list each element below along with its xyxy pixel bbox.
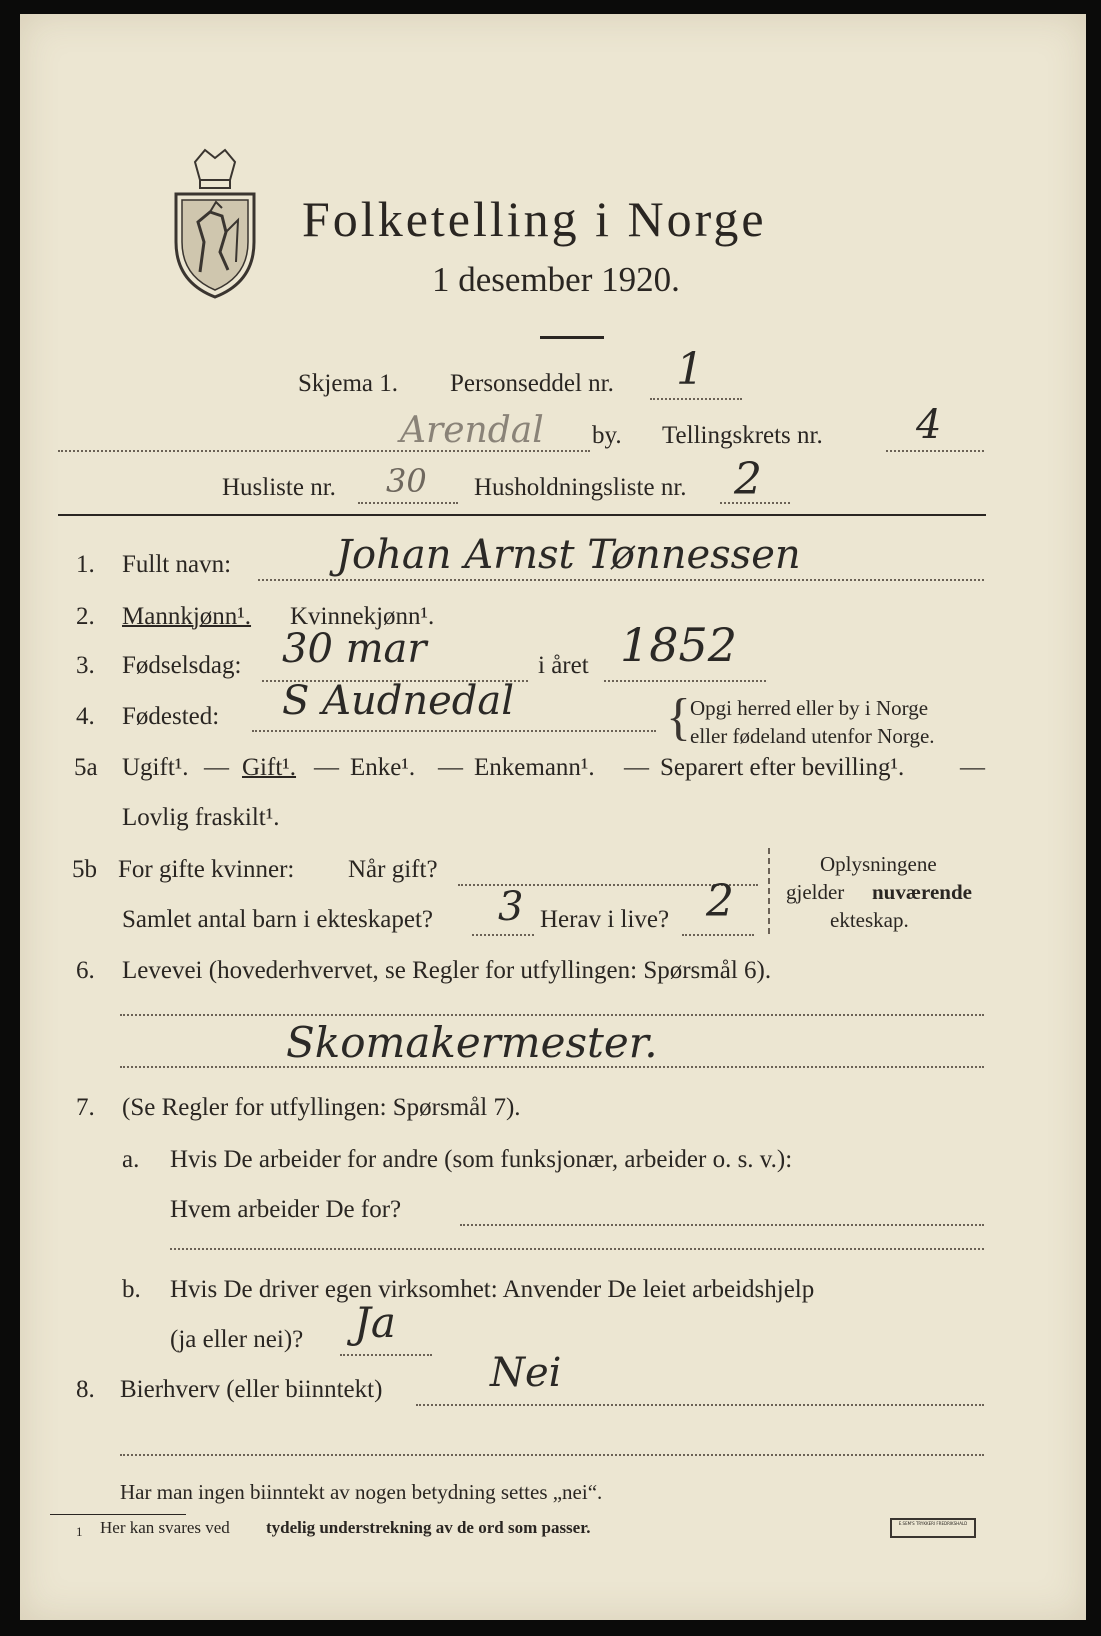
- q6-occupation-value[interactable]: Skomakermester.: [286, 1018, 658, 1067]
- header-divider: [58, 514, 986, 516]
- q5b-label: For gifte kvinner:: [118, 856, 295, 883]
- q1-number: 1.: [76, 551, 95, 578]
- q4-line: [252, 730, 656, 732]
- q8-bierhverv-value[interactable]: Nei: [490, 1350, 562, 1396]
- q5b-barn-line: [472, 934, 534, 936]
- q7b-answer-value[interactable]: Ja: [354, 1298, 396, 1347]
- q2-number: 2.: [76, 603, 95, 630]
- husholdningsliste-label: Husholdningsliste nr.: [474, 474, 687, 501]
- title-rule: [540, 336, 604, 339]
- footnote-rule: [50, 1514, 186, 1515]
- q5b-number: 5b: [72, 856, 97, 883]
- q5b-barn-value[interactable]: 3: [498, 884, 524, 930]
- skjema-label: Skjema 1.: [298, 370, 398, 397]
- q7a-question: Hvem arbeider De for?: [170, 1196, 402, 1223]
- q5b-barn-label: Samlet antal barn i ekteskapet?: [122, 906, 433, 933]
- q5a-enke[interactable]: Enke¹.: [350, 754, 416, 781]
- q4-birthplace-value[interactable]: S Audnedal: [282, 678, 515, 724]
- q5a-dash-1: —: [204, 754, 229, 781]
- norway-coat-of-arms-icon: [170, 142, 260, 302]
- husliste-label: Husliste nr.: [222, 474, 336, 501]
- q5b-note-line1: Oplysningene: [820, 852, 937, 876]
- q6-label: Levevei (hovederhvervet, se Regler for utfyllingen: Spørsmål 6).: [122, 957, 772, 984]
- personseddel-label: Personseddel nr.: [450, 370, 614, 397]
- q7-label: (Se Regler for utfyllingen: Spørsmål 7).: [122, 1094, 521, 1121]
- q3-year-value[interactable]: 1852: [620, 618, 738, 672]
- q4-note-line2: eller fødeland utenfor Norge.: [690, 724, 935, 748]
- q8-label: Bierhverv (eller biinntekt): [120, 1376, 383, 1403]
- q5b-live-value[interactable]: 2: [706, 876, 734, 927]
- tellingskrets-label: Tellingskrets nr.: [662, 422, 823, 449]
- q3-number: 3.: [76, 652, 95, 679]
- q5b-live-label: Herav i live?: [540, 906, 670, 933]
- husholdningsliste-value[interactable]: 2: [734, 454, 762, 505]
- personseddel-line: [650, 398, 742, 400]
- q8-line-1: [416, 1404, 984, 1406]
- q4-note-line1: Opgi herred eller by i Norge: [690, 696, 929, 720]
- footer-note: Har man ingen biinntekt av nogen betydning settes „nei“.: [120, 1480, 603, 1504]
- q5b-naar-gift: Når gift?: [348, 856, 438, 883]
- city-value[interactable]: Arendal: [400, 410, 544, 451]
- tellingskrets-value[interactable]: 4: [916, 402, 942, 448]
- q2-mannkjonn[interactable]: Mannkjønn¹.: [122, 603, 252, 630]
- q4-brace: {: [666, 689, 691, 746]
- q5a-enkemann[interactable]: Enkemann¹.: [474, 754, 595, 781]
- q6-number: 6.: [76, 957, 95, 984]
- footnote-mark: 1: [76, 1524, 83, 1539]
- census-form-sheet: [20, 14, 1086, 1620]
- q4-label: Fødested:: [122, 703, 220, 730]
- q5b-live-line: [682, 934, 754, 936]
- q5a-gift[interactable]: Gift¹.: [242, 754, 297, 781]
- q5a-dash-4: —: [624, 754, 649, 781]
- q8-line-2: [120, 1454, 984, 1456]
- footnote-text-a: Her kan svares ved: [100, 1518, 230, 1537]
- q5a-separert[interactable]: Separert efter bevilling¹.: [660, 754, 905, 781]
- q7b-letter: b.: [122, 1276, 141, 1303]
- q3-year-line: [604, 680, 766, 682]
- q3-label: Fødselsdag:: [122, 652, 242, 679]
- q3-birthday-value[interactable]: 30 mar: [282, 626, 427, 672]
- q7a-line-2: [170, 1248, 984, 1250]
- q5b-separator: [768, 848, 770, 934]
- q1-line: [258, 579, 984, 581]
- form-title: Folketelling i Norge: [302, 191, 767, 247]
- q5a-dash-3: —: [438, 754, 463, 781]
- q3-aaret-label: i året: [538, 652, 589, 679]
- q5a-dash-5: —: [960, 754, 985, 781]
- q5a-number: 5a: [74, 754, 98, 781]
- husliste-line: [358, 502, 458, 504]
- q6-line-1: [120, 1014, 984, 1016]
- q7b-question: (ja eller nei)?: [170, 1326, 304, 1353]
- tellingskrets-line: [886, 450, 984, 452]
- q8-number: 8.: [76, 1376, 95, 1403]
- q6-line-2: [120, 1066, 984, 1068]
- footnote-text-b: tydelig understrekning av de ord som passer.: [266, 1518, 591, 1537]
- q5a-dash-2: —: [314, 754, 339, 781]
- q5b-note-line3: ekteskap.: [830, 908, 909, 932]
- q7b-line: [340, 1354, 432, 1356]
- q5a-fraskilt[interactable]: Lovlig fraskilt¹.: [122, 804, 280, 831]
- q4-number: 4.: [76, 703, 95, 730]
- q5b-note-line2a: gjelder: [786, 880, 845, 904]
- q7a-line-1: [460, 1224, 984, 1226]
- q7a-text: Hvis De arbeider for andre (som funksjonær, arbeider o. s. v.):: [170, 1146, 793, 1173]
- q7b-text: Hvis De driver egen virksomhet: Anvender De leiet arbeidshjelp: [170, 1276, 815, 1303]
- husliste-value[interactable]: 30: [386, 462, 427, 500]
- q1-fullname-value[interactable]: Johan Arnst Tønnessen: [336, 532, 801, 578]
- by-label: by.: [592, 422, 622, 449]
- q2-kvinnekjonn[interactable]: Kvinnekjønn¹.: [290, 603, 435, 630]
- q7-number: 7.: [76, 1094, 95, 1121]
- q5b-note-line2b: nuværende: [872, 880, 972, 904]
- personseddel-value[interactable]: 1: [676, 344, 704, 395]
- q7a-letter: a.: [122, 1146, 140, 1173]
- q5a-ugift[interactable]: Ugift¹.: [122, 754, 189, 781]
- printer-stamp: E.SEM'S TRYKKERI FREDRIKSHALD: [890, 1518, 976, 1538]
- census-date: 1 desember 1920.: [432, 260, 680, 299]
- q1-label: Fullt navn:: [122, 551, 232, 578]
